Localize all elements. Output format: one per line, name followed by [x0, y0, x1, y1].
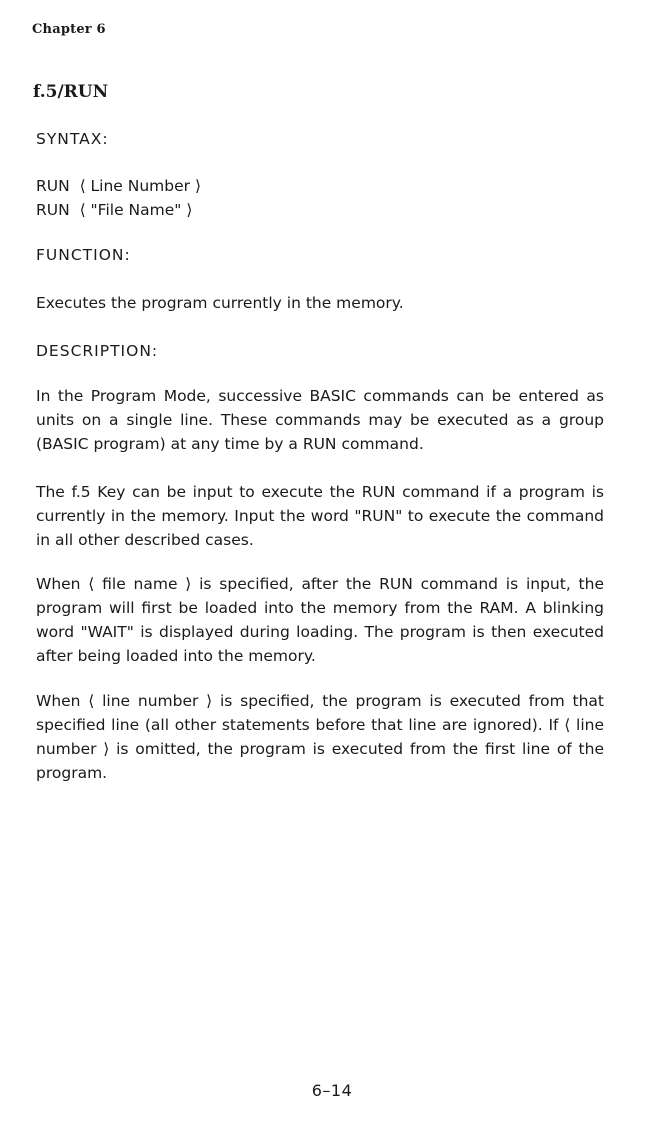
syntax-line-file-name: RUN ⟨ "File Name" ⟩: [36, 201, 193, 219]
syntax-line-line-number: RUN ⟨ Line Number ⟩: [36, 177, 202, 195]
function-text: Executes the program currently in the memory.: [36, 294, 404, 312]
description-paragraph-file-name: When ⟨ file name ⟩ is specified, after the RUN command is input, the program will first be loaded into the memory from the RAM. A blinking word "WAIT" is displayed during loading. The program is then executed after being loaded into the memory.: [36, 575, 604, 665]
chapter-label: Chapter 6: [32, 22, 106, 37]
function-heading: FUNCTION:: [36, 246, 131, 264]
description-heading: DESCRIPTION:: [36, 342, 159, 360]
syntax-block: [36, 174, 336, 222]
description-paragraph-line-number: When ⟨ line number ⟩ is specified, the program is executed from that specified line (all other statements before that line are ignored). If ⟨ line number ⟩ is omitted, the program is executed from the first line of the program.: [36, 692, 604, 782]
section-title: f.5/RUN: [33, 82, 109, 102]
description-paragraph-program-mode: In the Program Mode, successive BASIC commands can be entered as units on a single line. These commands may be executed as a group (BASIC program) at any time by a RUN command.: [36, 387, 604, 453]
syntax-heading: SYNTAX:: [36, 130, 109, 148]
description-paragraph-f5-key: The f.5 Key can be input to execute the RUN command if a program is currently in the memory. Input the word "RUN" to execute the command in all other described cases.: [36, 483, 604, 549]
page-number: 6–14: [311, 1081, 353, 1100]
